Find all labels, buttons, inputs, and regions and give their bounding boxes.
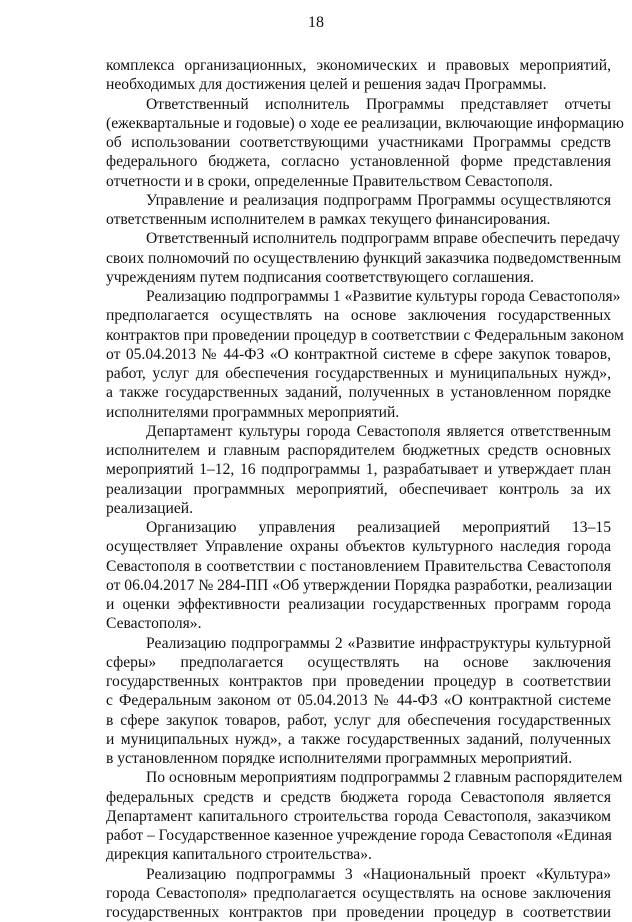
text-line: осуществляет Управление охраны объектов культурного наследия города xyxy=(106,537,611,556)
paragraph xyxy=(106,634,611,769)
text-line: от 06.04.2017 № 284-ПП «Об утверждении Порядка разработки, реализации xyxy=(106,576,611,595)
text-line: комплекса организационных, экономических и правовых мероприятий, xyxy=(106,56,611,75)
text-line: с Федеральным законом от 05.04.2013 № 44-ФЗ «О контрактной системе xyxy=(106,691,611,710)
text-line: необходимых для достижения целей и решения задач Программы. xyxy=(106,75,611,94)
text-line: города Севастополя» предполагается осуществлять на основе заключения xyxy=(106,884,611,903)
paragraph xyxy=(106,768,611,864)
text-line: и оценки эффективности реализации государственных программ города xyxy=(106,595,611,614)
paragraph xyxy=(106,191,611,230)
text-line: Управление и реализация подпрограмм Программы осуществляются xyxy=(106,191,611,210)
text-line: отчетности и в сроки, определенные Правительством Севастополя. xyxy=(106,172,611,191)
paragraph xyxy=(106,518,611,634)
text-line: предполагается осуществлять на основе заключения государственных xyxy=(106,306,611,325)
text-line: дирекция капитального строительства». xyxy=(106,845,611,864)
text-line: контрактов при проведении процедур в соответствии с Федеральным законом xyxy=(106,326,611,345)
text-line: реализации программных мероприятий, обеспечивает контроль за их xyxy=(106,480,611,499)
paragraph xyxy=(106,865,611,922)
text-line: государственных контрактов при проведении процедур в соответствии xyxy=(106,672,611,691)
text-line: мероприятий 1–12, 16 подпрограммы 1, разрабатывает и утверждает план xyxy=(106,460,611,479)
text-line: (ежеквартальные и годовые) о ходе ее реализации, включающие информацию xyxy=(106,114,611,133)
text-line: исполнителями программных мероприятий. xyxy=(106,403,611,422)
text-line: федерального бюджета, согласно установленной форме представления xyxy=(106,152,611,171)
text-line: а также государственных заданий, полученных в установленном порядке xyxy=(106,383,611,402)
text-line: Севастополя в соответствии с постановлением Правительства Севастополя xyxy=(106,557,611,576)
text-line: от 05.04.2013 № 44-ФЗ «О контрактной системе в сфере закупок товаров, xyxy=(106,345,611,364)
paragraph xyxy=(106,56,611,95)
page-number: 18 xyxy=(0,14,632,32)
text-line: ответственным исполнителем в рамках текущего финансирования. xyxy=(106,210,611,229)
text-line: работ, услуг для обеспечения государственных и муниципальных нужд», xyxy=(106,364,611,383)
text-line: Департамент культуры города Севастополя является ответственным xyxy=(106,422,611,441)
text-line: Ответственный исполнитель Программы представляет отчеты xyxy=(106,95,611,114)
text-line: в сфере закупок товаров, работ, услуг для обеспечения государственных xyxy=(106,711,611,730)
text-line: работ – Государственное казенное учреждение города Севастополя «Единая xyxy=(106,826,611,845)
text-line: и муниципальных нужд», а также государственных заданий, полученных xyxy=(106,730,611,749)
text-line: государственных контрактов при проведении процедур в соответствии xyxy=(106,903,611,922)
text-line: в установленном порядке исполнителями программных мероприятий. xyxy=(106,749,611,768)
text-line: сферы» предполагается осуществлять на основе заключения xyxy=(106,653,611,672)
text-line: Департамент капитального строительства города Севастополя, заказчиком xyxy=(106,807,611,826)
text-line: По основным мероприятиям подпрограммы 2 главным распорядителем xyxy=(106,768,611,787)
text-line: об использовании соответствующими участниками Программы средств xyxy=(106,133,611,152)
paragraph xyxy=(106,229,611,287)
text-line: реализацией. xyxy=(106,499,611,518)
text-line: учреждениям путем подписания соответствующего соглашения. xyxy=(106,268,611,287)
text-line: Реализацию подпрограммы 3 «Национальный проект «Культура» xyxy=(106,865,611,884)
text-line: Севастополя». xyxy=(106,614,611,633)
text-line: своих полномочий по осуществлению функций заказчика подведомственным xyxy=(106,249,611,268)
document-body xyxy=(106,56,611,922)
text-line: Реализацию подпрограммы 1 «Развитие культуры города Севастополя» xyxy=(106,287,611,306)
text-line: исполнителем и главным распорядителем бюджетных средств основных xyxy=(106,441,611,460)
text-line: Реализацию подпрограммы 2 «Развитие инфраструктуры культурной xyxy=(106,634,611,653)
paragraph xyxy=(106,287,611,422)
text-line: федеральных средств и средств бюджета города Севастополя является xyxy=(106,788,611,807)
paragraph xyxy=(106,95,611,191)
paragraph xyxy=(106,422,611,518)
text-line: Ответственный исполнитель подпрограмм вправе обеспечить передачу xyxy=(106,229,611,248)
text-line: Организацию управления реализацией мероприятий 13–15 xyxy=(106,518,611,537)
